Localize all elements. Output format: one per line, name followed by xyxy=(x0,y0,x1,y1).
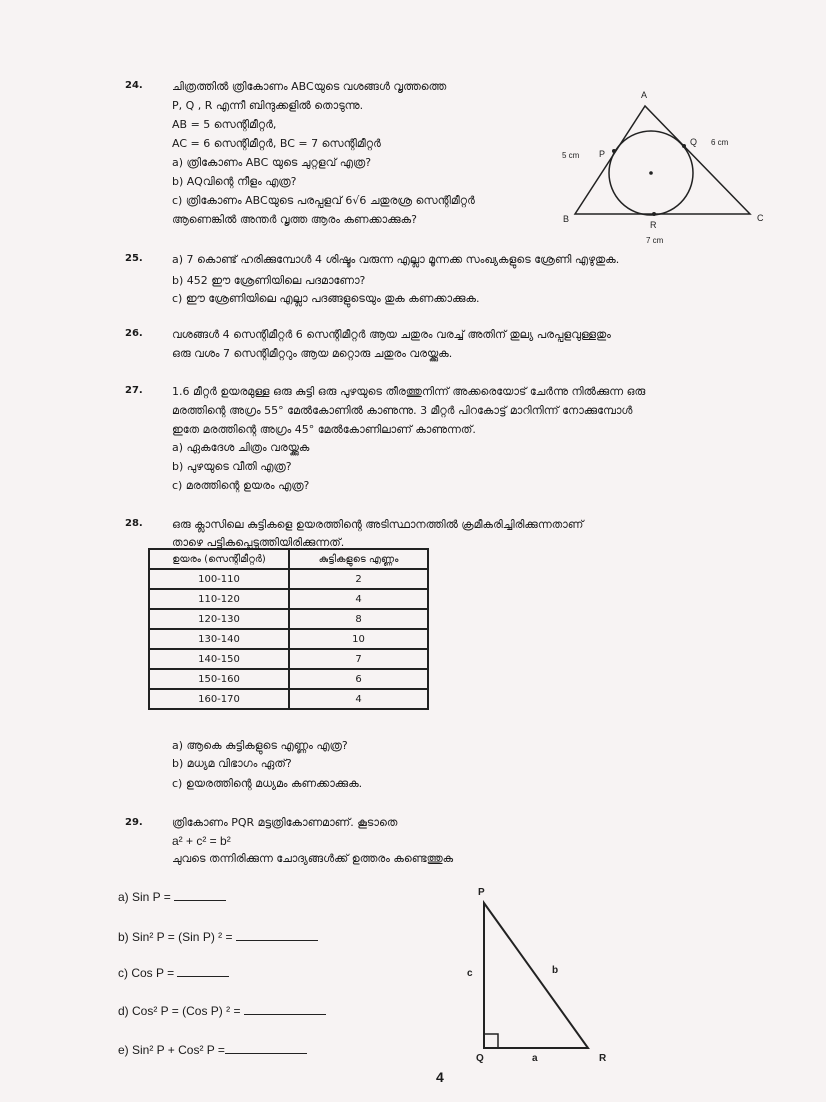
triangle-pqr xyxy=(484,903,588,1048)
question-number-26: 26. xyxy=(125,328,143,339)
q27-line: ഇതേ മരത്തിന്റെ അഗ്രം 45° മേൽകോണിലാണ് കാണുന്നത്. xyxy=(172,423,476,436)
height-class: 160-170 xyxy=(149,689,289,709)
question-number-24: 24. xyxy=(125,80,143,91)
label-q: Q xyxy=(476,1053,484,1064)
header-count: കുട്ടികളുടെ എണ്ണം xyxy=(289,549,428,569)
height-class: 100-110 xyxy=(149,569,289,589)
q29-equation: a² + c² = b² xyxy=(172,834,231,848)
count: 10 xyxy=(289,629,428,649)
blank-label: e) Sin² P + Cos² P = xyxy=(118,1043,225,1057)
count: 6 xyxy=(289,669,428,689)
label-b: B xyxy=(563,214,570,224)
blank-label: c) Cos P = xyxy=(118,966,175,980)
question-number-25: 25. xyxy=(125,253,143,264)
blank-label: b) Sin² P = (Sin P) ² = xyxy=(118,930,233,944)
count: 2 xyxy=(289,569,428,589)
label-r: R xyxy=(650,220,657,230)
q24-sub-a: a) ത്രികോണം ABC യുടെ ചുറ്റളവ് എത്ര? xyxy=(172,156,372,169)
blank-label: d) Cos² P = (Cos P) ² = xyxy=(118,1004,241,1018)
q24-sub-c: c) ത്രികോണം ABCയുടെ പരപ്പളവ് 6√6 ചതുരശ്ര സെന്റിമീറ്റർ xyxy=(172,194,475,207)
label-c: C xyxy=(757,213,764,223)
height-class: 150-160 xyxy=(149,669,289,689)
q24-line: AB = 5 സെന്റിമീറ്റർ, xyxy=(172,118,277,131)
label-ac-length: 6 cm xyxy=(711,138,729,147)
q29-line: ചുവടെ തന്നിരിക്കുന്ന ചോദ്യങ്ങൾക്ക് ഉത്തരം കണ്ടെത്തുക xyxy=(172,852,454,865)
question-number-28: 28. xyxy=(125,518,143,529)
label-c: c xyxy=(467,968,473,979)
height-class: 140-150 xyxy=(149,649,289,669)
label-r: R xyxy=(599,1053,607,1064)
count: 4 xyxy=(289,689,428,709)
label-ab-length: 5 cm xyxy=(562,151,580,160)
q26-line: വശങ്ങൾ 4 സെന്റിമീറ്റർ 6 സെന്റിമീറ്റർ ആയ ചതുരം വരച്ച് അതിന് തുല്യ പരപ്പളവുള്ളതും xyxy=(172,328,611,341)
q27-line: മരത്തിന്റെ അഗ്രം 55° മേൽകോണിൽ കാണുന്നു. 3 മീറ്റർ പിറകോട്ട് മാറിനിന്ന് നോക്കുമ്പോൾ xyxy=(172,404,633,417)
q24-line: AC = 6 സെന്റിമീറ്റർ, BC = 7 സെന്റിമീറ്റർ xyxy=(172,137,381,150)
height-class: 110-120 xyxy=(149,589,289,609)
q28-sub-b: b) മധ്യമ വിഭാഗം ഏത്? xyxy=(172,757,292,770)
q24-line: P, Q , R എന്നീ ബിന്ദുക്കളിൽ തൊടുന്നു. xyxy=(172,99,364,112)
right-angle-mark xyxy=(484,1034,498,1048)
question-number-29: 29. xyxy=(125,817,143,828)
height-class: 130-140 xyxy=(149,629,289,649)
q25-sub-c: c) ഈ ശ്രേണിയിലെ എല്ലാ പദങ്ങളുടെയും തുക കണക്കാക്കുക. xyxy=(172,292,480,305)
label-b: b xyxy=(552,965,559,976)
q28-sub-c: c) ഉയരത്തിന്റെ മധ്യമം കണക്കാക്കുക. xyxy=(172,777,363,790)
count: 7 xyxy=(289,649,428,669)
q25-sub-a: a) 7 കൊണ്ട് ഹരിക്കുമ്പോൾ 4 ശിഷ്ടം വരുന്ന എല്ലാ മൂന്നക്ക സംഖ്യകളുടെ ശ്രേണി എഴുതുക. xyxy=(172,253,620,266)
q28-sub-a: a) ആകെ കുട്ടികളുടെ എണ്ണം എത്ര? xyxy=(172,739,348,752)
q27-sub-c: c) മരത്തിന്റെ ഉയരം എത്ര? xyxy=(172,479,310,492)
height-class: 120-130 xyxy=(149,609,289,629)
label-a: a xyxy=(532,1053,538,1064)
label-bc-length: 7 cm xyxy=(646,236,664,245)
label-p: P xyxy=(478,887,485,898)
q28-line: താഴെ പട്ടികപ്പെടുത്തിയിരിക്കുന്നത്. xyxy=(172,536,345,549)
label-p: P xyxy=(599,149,606,159)
q27-sub-b: b) പുഴയുടെ വീതി എത്ര? xyxy=(172,460,292,473)
label-a: A xyxy=(641,90,648,100)
q29-line: ത്രികോണം PQR മട്ടത്രികോണമാണ്. കൂടാതെ xyxy=(172,816,398,829)
q28-line: ഒരു ക്ലാസിലെ കുട്ടികളെ ഉയരത്തിന്റെ അടിസ്ഥാനത്തിൽ ക്രമീകരിച്ചിരിക്കുന്നതാണ് xyxy=(172,518,584,531)
q26-line: ഒരു വശം 7 സെന്റിമീറ്ററും ആയ മറ്റൊരു ചതുരം വരയ്ക്കുക. xyxy=(172,347,453,360)
q27-line: 1.6 മീറ്റർ ഉയരമുള്ള ഒരു കുട്ടി ഒരു പുഴയുടെ തീരത്തുനിന്ന് അക്കരെയോട് ചേർന്നു നിൽക്കുന്ന ഒരു xyxy=(172,385,646,398)
q24-sub-b: b) AQവിന്റെ നീളം എത്ര? xyxy=(172,175,297,188)
q25-sub-b: b) 452 ഈ ശ്രേണിയിലെ പദമാണോ? xyxy=(172,274,366,287)
q24-line: ആണെങ്കിൽ അന്തർ വൃത്ത ആരം കണക്കാക്കുക? xyxy=(172,213,417,226)
blank-label: a) Sin P = xyxy=(118,890,171,904)
count: 8 xyxy=(289,609,428,629)
q24-line: ചിത്രത്തിൽ ത്രികോണം ABCയുടെ വശങ്ങൾ വൃത്തത്തെ xyxy=(172,80,447,93)
question-number-27: 27. xyxy=(125,385,143,396)
header-height: ഉയരം (സെന്റിമീറ്റർ) xyxy=(149,549,289,569)
count: 4 xyxy=(289,589,428,609)
page-number: 4 xyxy=(436,1069,444,1085)
label-q: Q xyxy=(690,137,698,147)
q27-sub-a: a) ഏകദേശ ചിത്രം വരയ്ക്കുക xyxy=(172,441,310,454)
